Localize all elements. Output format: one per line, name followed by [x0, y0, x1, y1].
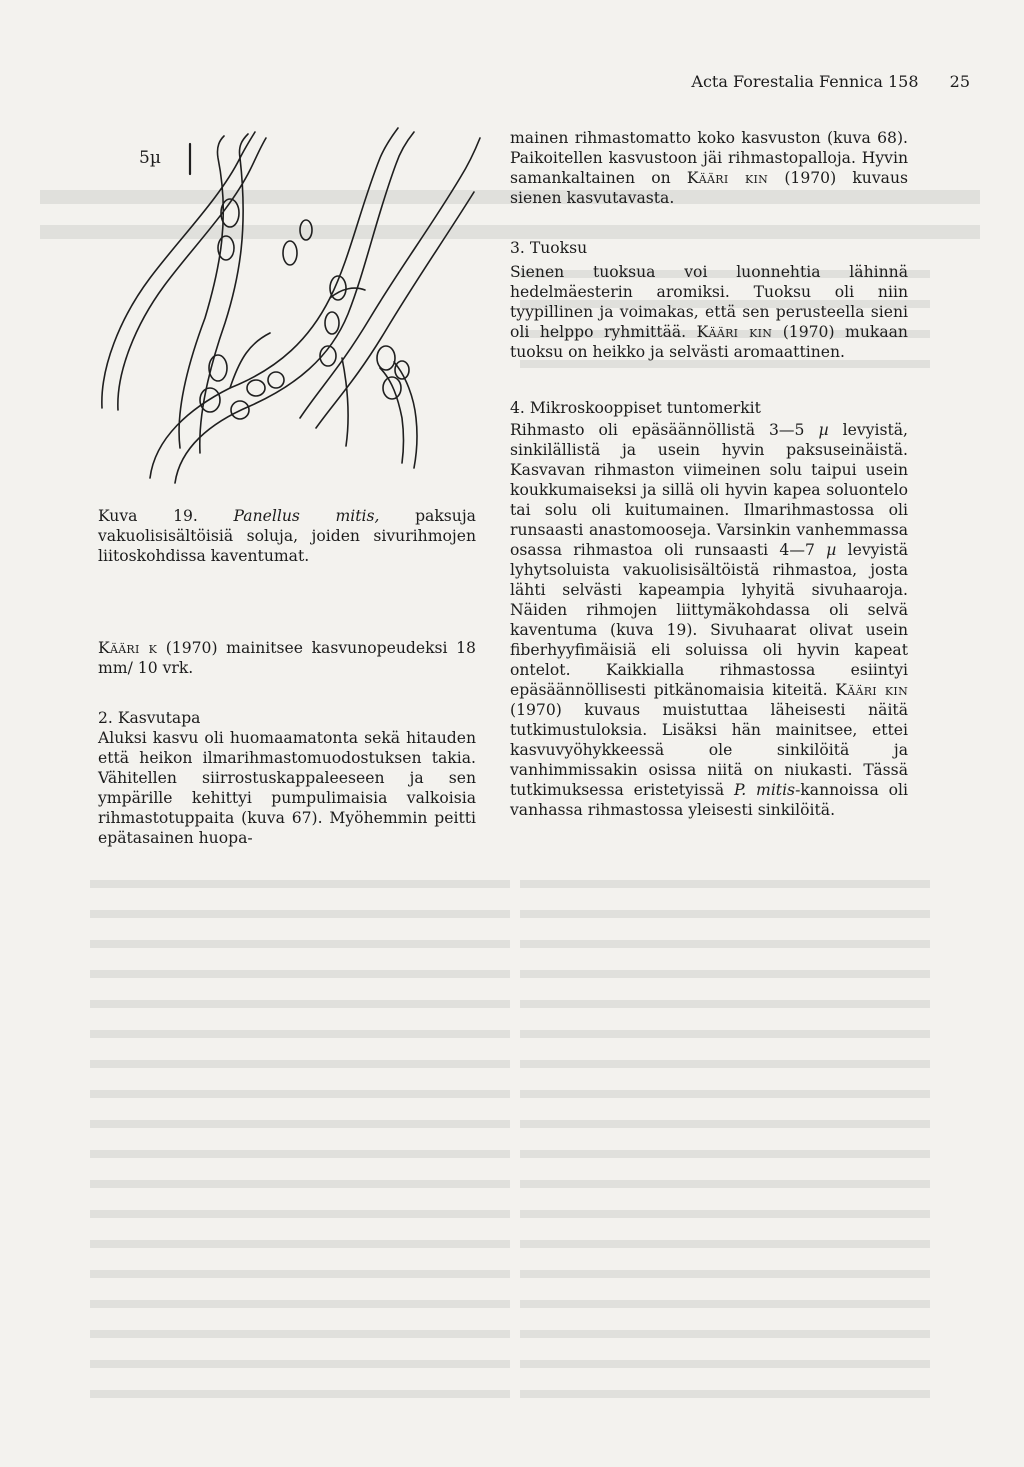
- growth-rate-text: (1970) mainitsee kasvunopeudeksi 18 mm/ 10 vrk.: [98, 639, 476, 677]
- author-karik: Kääri kin: [835, 681, 908, 699]
- author-karik: Kääri k: [98, 639, 158, 657]
- section-title: 3. Tuoksu: [510, 239, 588, 257]
- caption-text: paksuja vakuolisisältöisiä soluja, joiden sivurihmojen liitoskohdissa kaventumat.: [98, 507, 476, 565]
- continued-text: mainen rihmastomatto koko kasvuston (kuva 68). Paikoitellen kasvustoon jäi rihmastopalloja. Hyvin samankaltainen on: [510, 129, 908, 187]
- section-text: levyistä, sinkilällistä ja usein hyvin paksuseinäistä. Kasvavan rihmaston viimeinen solu taipui usein koukkumaiseksi ja sillä oli hyvin kapea soluontelo tai solu oli kuitumainen. Ilmarihmastossa oli runsaasti anastomooseja. Varsinkin vanhemmassa osassa rihmastoa oli runsaasti 4—7: [510, 421, 908, 559]
- species-name: P. mitis: [733, 781, 796, 799]
- section-title: 2. Kasvutapa: [98, 709, 201, 727]
- page-number: 25: [949, 72, 970, 91]
- left-paragraph-growth-rate: [98, 638, 476, 678]
- section-text: Rihmasto oli epäsäännöllistä 3—5: [510, 421, 805, 439]
- journal-title: Acta Forestalia Fennica 158: [691, 72, 919, 91]
- section-text: Aluksi kasvu oli huomaamatonta sekä hitauden että heikon ilmarihmastomuodostuksen takia. Vähitellen siirrostuskappaleeseen ja sen ympärille kehittyi pumpulimaisia valkoisia rihmastotuppaita (kuva 67). Myöhemmin peitti epätasainen huopa-: [98, 729, 476, 847]
- running-header: [540, 72, 970, 91]
- hyphae-illustration: [80, 118, 490, 498]
- section-odor: [510, 238, 908, 362]
- micron-symbol: µ: [818, 421, 829, 439]
- figure-caption: [98, 506, 476, 566]
- section-text: -kannoissa oli vanhassa rihmastossa yleisesti sinkilöitä.: [510, 781, 908, 819]
- caption-species: Panellus mitis,: [233, 507, 380, 525]
- section-microscopy: [510, 398, 908, 820]
- hyphae-drawing: [80, 118, 490, 498]
- section-text: levyistä lyhytsoluista vakuolisisältöistä rihmastoa, josta lähti selvästi kapeampia lyhyitä sivuhaaroja. Näiden rihmojen liittymäkohdassa oli selvä kaventuma (kuva 19). Sivuhaarat olivat usein fiberhyyfimäisiä eli soluissa oli hyvin kapeat ontelot. Kaikkialla rihmastossa esiintyi epäsäännöllisesti pitkänomaisia kiteitä.: [510, 541, 908, 699]
- scale-label: 5µ: [139, 148, 161, 168]
- author-karik: Kääri kin: [686, 169, 769, 187]
- caption-label: Kuva 19.: [98, 507, 198, 525]
- micron-symbol: µ: [826, 541, 837, 559]
- author-karik: Kääri kin: [696, 323, 773, 341]
- right-paragraph-continued: [510, 128, 908, 208]
- section-text: (1970) kuvaus muistuttaa läheisesti näitä tutkimustuloksia. Lisäksi hän mainitsee, ettei kasvuvyöhykkeessä ole sinkilöitä ja vanhimmissakin osissa niitä on niukasti. Tässä tutkimuksessa eristetyissä: [510, 701, 908, 799]
- continued-text-end: (1970) kuvaus sienen kasvutavasta.: [510, 169, 908, 207]
- section-text-end: (1970) mukaan tuoksu on heikko ja selvästi aromaattinen.: [510, 323, 908, 361]
- section-growth-habit: [98, 708, 476, 848]
- section-text: Sienen tuoksua voi luonnehtia lähinnä hedelmäesterin aromiksi. Tuoksu oli niin tyypillinen ja voimakas, että sen perusteella sieni oli helppo ryhmittää.: [510, 263, 908, 341]
- section-title: 4. Mikroskooppiset tuntomerkit: [510, 399, 761, 417]
